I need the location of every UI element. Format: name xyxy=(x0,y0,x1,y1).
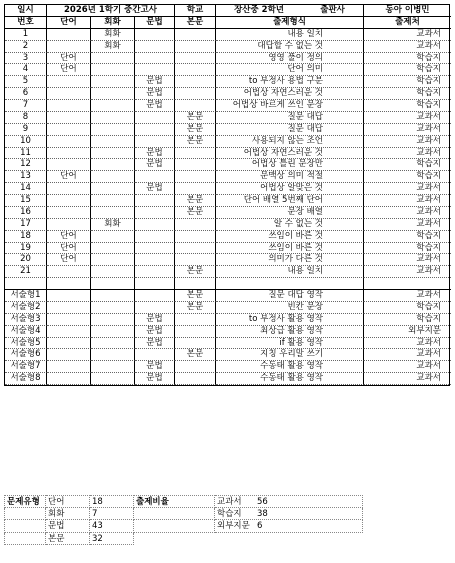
word-cell xyxy=(47,183,91,195)
text-cell xyxy=(175,88,216,100)
row-number: 13 xyxy=(5,171,47,183)
spacer-cell xyxy=(216,278,364,290)
row-number: 17 xyxy=(5,219,47,231)
dialogue-cell xyxy=(91,183,135,195)
source-cell: 학습지 xyxy=(364,64,451,76)
grammar-cell xyxy=(135,53,175,65)
type-cell: 최상급 활용 영작 xyxy=(216,326,364,338)
text-cell xyxy=(175,159,216,171)
text-cell xyxy=(175,361,216,373)
type-cell: if 활용 영작 xyxy=(216,338,364,350)
word-cell xyxy=(47,266,91,278)
source-cell: 학습지 xyxy=(364,100,451,112)
source-cell: 교과서 xyxy=(364,349,451,361)
word-cell xyxy=(47,76,91,88)
type-name: 단어 xyxy=(46,495,90,508)
text-cell xyxy=(175,373,216,385)
dialogue-cell xyxy=(91,148,135,160)
text-cell xyxy=(175,29,216,41)
word-cell: 단어 xyxy=(47,254,91,266)
source-cell: 교과서 xyxy=(364,136,451,148)
text-cell xyxy=(175,41,216,53)
type-count: 43 xyxy=(90,520,134,533)
dialogue-cell xyxy=(91,159,135,171)
grammar-cell: 문법 xyxy=(135,76,175,88)
grammar-cell: 문법 xyxy=(135,100,175,112)
grammar-cell xyxy=(135,290,175,302)
row-number: 10 xyxy=(5,136,47,148)
text-cell xyxy=(175,243,216,255)
text-cell xyxy=(175,100,216,112)
word-cell xyxy=(47,314,91,326)
source-cell: 학습지 xyxy=(364,53,451,65)
type-cell: 쓰임이 바른 것 xyxy=(216,231,364,243)
school-grade: 장산중 2학년 xyxy=(234,5,285,15)
row-number: 6 xyxy=(5,88,47,100)
type-count: 32 xyxy=(90,533,134,546)
text-cell xyxy=(175,219,216,231)
text-cell: 본문 xyxy=(175,195,216,207)
type-cell: 단어 의미 xyxy=(216,64,364,76)
grammar-cell: 문법 xyxy=(135,148,175,160)
dialogue-cell xyxy=(91,124,135,136)
source-cell xyxy=(215,508,363,521)
grammar-cell: 문법 xyxy=(135,326,175,338)
exam-analysis-table xyxy=(4,4,450,386)
dialogue-cell xyxy=(91,136,135,148)
spacer-cell xyxy=(364,278,451,290)
source-cell: 학습지 xyxy=(364,88,451,100)
spacer-cell xyxy=(5,278,47,290)
row-number: 서술형3 xyxy=(5,314,47,326)
grammar-cell xyxy=(135,219,175,231)
source-count: 38 xyxy=(257,508,268,519)
row-number: 2 xyxy=(5,41,47,53)
source-cell: 교과서 xyxy=(364,254,451,266)
dialogue-cell xyxy=(91,195,135,207)
dialogue-cell xyxy=(91,373,135,385)
word-cell xyxy=(47,195,91,207)
word-cell xyxy=(47,290,91,302)
source-cell: 학습지 xyxy=(364,159,451,171)
source-cell: 학습지 xyxy=(364,302,451,314)
source-count: 56 xyxy=(257,497,268,507)
grammar-cell xyxy=(135,254,175,266)
dialogue-cell xyxy=(91,112,135,124)
type-cell: 어법상 바르게 쓰인 문장 xyxy=(216,100,364,112)
dialogue-cell xyxy=(91,207,135,219)
word-cell xyxy=(47,326,91,338)
school-label: 학교 xyxy=(175,5,216,17)
text-cell xyxy=(175,64,216,76)
source-name: 외부지문 xyxy=(217,521,250,531)
grammar-cell xyxy=(135,124,175,136)
source-name: 교과서 xyxy=(217,497,242,507)
row-number: 19 xyxy=(5,243,47,255)
type-cell: 질문 대답 xyxy=(216,124,364,136)
type-cell: 질문 대답 xyxy=(216,112,364,124)
col-source: 출제처 xyxy=(364,17,451,29)
row-number: 1 xyxy=(5,29,47,41)
row-number: 7 xyxy=(5,100,47,112)
word-cell: 단어 xyxy=(47,231,91,243)
source-cell: 학습지 xyxy=(364,314,451,326)
type-cell: 어법상 알맞은 것 xyxy=(216,183,364,195)
dialogue-cell xyxy=(91,100,135,112)
dialogue-cell xyxy=(91,64,135,76)
grammar-cell xyxy=(135,231,175,243)
grammar-cell: 문법 xyxy=(135,183,175,195)
grammar-cell xyxy=(135,112,175,124)
grammar-cell xyxy=(135,29,175,41)
type-cell: to 부정사 활용 영작 xyxy=(216,314,364,326)
type-cell: 어법상 자연스러운 것 xyxy=(216,88,364,100)
col-grammar: 문법 xyxy=(135,17,175,29)
grammar-cell xyxy=(135,171,175,183)
text-cell: 본문 xyxy=(175,302,216,314)
text-cell: 본문 xyxy=(175,124,216,136)
row-number: 11 xyxy=(5,148,47,160)
grammar-cell: 문법 xyxy=(135,159,175,171)
type-name: 본문 xyxy=(46,533,90,546)
text-cell xyxy=(175,338,216,350)
text-cell: 본문 xyxy=(175,112,216,124)
type-cell: 영영 풀이 정의 xyxy=(216,53,364,65)
source-cell: 외부지문 xyxy=(364,326,451,338)
word-cell: 단어 xyxy=(47,243,91,255)
source-cell: 학습지 xyxy=(364,243,451,255)
word-cell xyxy=(47,100,91,112)
ratio-label: 출제비율 xyxy=(134,495,215,508)
col-dialogue: 회화 xyxy=(91,17,135,29)
row-number: 21 xyxy=(5,266,47,278)
source-count: 6 xyxy=(257,521,263,531)
dialogue-cell xyxy=(91,76,135,88)
row-number: 4 xyxy=(5,64,47,76)
spacer-cell xyxy=(175,278,216,290)
word-cell xyxy=(47,112,91,124)
text-cell: 본문 xyxy=(175,349,216,361)
source-cell: 교과서 xyxy=(364,183,451,195)
type-label: 문제유형 xyxy=(4,495,46,508)
col-type: 출제형식 xyxy=(216,17,364,29)
source-cell: 교과서 xyxy=(364,338,451,350)
source-cell: 교과서 xyxy=(364,195,451,207)
dialogue-cell: 회화 xyxy=(91,41,135,53)
row-number: 12 xyxy=(5,159,47,171)
source-cell: 교과서 xyxy=(364,266,451,278)
source-cell: 교과서 xyxy=(364,207,451,219)
text-cell: 본문 xyxy=(175,136,216,148)
grammar-cell xyxy=(135,64,175,76)
type-cell: 대답할 수 없는 것 xyxy=(216,41,364,53)
summary-table xyxy=(4,495,450,545)
word-cell xyxy=(47,124,91,136)
text-cell xyxy=(175,183,216,195)
type-count: 18 xyxy=(90,495,134,508)
row-number: 16 xyxy=(5,207,47,219)
word-cell xyxy=(47,338,91,350)
dialogue-cell xyxy=(91,290,135,302)
spacer-cell xyxy=(135,278,175,290)
row-number: 9 xyxy=(5,124,47,136)
grammar-cell: 문법 xyxy=(135,373,175,385)
row-number: 15 xyxy=(5,195,47,207)
type-cell: 단어 배열 5번째 단어 xyxy=(216,195,364,207)
dialogue-cell xyxy=(91,171,135,183)
word-cell: 단어 xyxy=(47,64,91,76)
word-cell xyxy=(47,349,91,361)
text-cell xyxy=(175,76,216,88)
text-cell: 본문 xyxy=(175,290,216,302)
grammar-cell: 문법 xyxy=(135,88,175,100)
type-cell: 사용되지 않는 조언 xyxy=(216,136,364,148)
grammar-cell: 문법 xyxy=(135,338,175,350)
type-cell: 빈칸 문장 xyxy=(216,302,364,314)
word-cell: 단어 xyxy=(47,53,91,65)
word-cell xyxy=(47,207,91,219)
text-cell xyxy=(175,231,216,243)
dialogue-cell xyxy=(91,314,135,326)
word-cell xyxy=(47,302,91,314)
word-cell xyxy=(47,159,91,171)
word-cell xyxy=(47,219,91,231)
source-cell: 교과서 xyxy=(364,41,451,53)
text-cell: 본문 xyxy=(175,266,216,278)
row-number: 20 xyxy=(5,254,47,266)
source-cell: 교과서 xyxy=(364,124,451,136)
date-label: 일시 xyxy=(5,5,47,17)
word-cell xyxy=(47,148,91,160)
grammar-cell xyxy=(135,195,175,207)
row-number: 서술형2 xyxy=(5,302,47,314)
word-cell xyxy=(47,29,91,41)
type-cell: 수동태 활용 영작 xyxy=(216,373,364,385)
word-cell: 단어 xyxy=(47,171,91,183)
row-number: 5 xyxy=(5,76,47,88)
word-cell xyxy=(47,41,91,53)
row-number: 서술형4 xyxy=(5,326,47,338)
grammar-cell xyxy=(135,41,175,53)
type-cell: 어법상 자연스러운 것 xyxy=(216,148,364,160)
grammar-cell xyxy=(135,207,175,219)
grammar-cell xyxy=(135,302,175,314)
type-cell: 알 수 없는 것 xyxy=(216,219,364,231)
type-cell: 쓰임이 바른 것 xyxy=(216,243,364,255)
dialogue-cell xyxy=(91,326,135,338)
publisher-name: 동아 이병민 xyxy=(364,5,451,17)
word-cell xyxy=(47,88,91,100)
text-cell xyxy=(175,314,216,326)
dialogue-cell xyxy=(91,349,135,361)
row-number: 서술형1 xyxy=(5,290,47,302)
type-cell: to 부정사 용법 구분 xyxy=(216,76,364,88)
spacer-cell xyxy=(91,278,135,290)
grammar-cell xyxy=(135,349,175,361)
type-cell: 내용 일치 xyxy=(216,266,364,278)
dialogue-cell xyxy=(91,88,135,100)
dialogue-cell: 회화 xyxy=(91,219,135,231)
grammar-cell xyxy=(135,243,175,255)
type-count: 7 xyxy=(90,508,134,521)
exam-title: 2026년 1학기 중간고사 xyxy=(47,5,175,17)
grammar-cell: 문법 xyxy=(135,314,175,326)
word-cell xyxy=(47,361,91,373)
type-cell: 어법상 틀린 문장만 xyxy=(216,159,364,171)
row-number: 서술형7 xyxy=(5,361,47,373)
row-number: 14 xyxy=(5,183,47,195)
grammar-cell xyxy=(135,266,175,278)
type-cell: 내용 일치 xyxy=(216,29,364,41)
dialogue-cell xyxy=(91,302,135,314)
type-cell: 문맥상 의미 적절 xyxy=(216,171,364,183)
source-cell: 교과서 xyxy=(364,219,451,231)
source-cell: 학습지 xyxy=(364,171,451,183)
source-cell: 교과서 xyxy=(364,112,451,124)
text-cell xyxy=(175,254,216,266)
text-cell xyxy=(175,326,216,338)
spacer-cell xyxy=(47,278,91,290)
row-number: 서술형5 xyxy=(5,338,47,350)
col-text: 본문 xyxy=(175,17,216,29)
source-cell: 교과서 xyxy=(364,373,451,385)
row-number: 서술형6 xyxy=(5,349,47,361)
source-name: 학습지 xyxy=(217,508,242,519)
grammar-cell xyxy=(135,136,175,148)
word-cell xyxy=(47,136,91,148)
type-cell: 지칭 우리말 쓰기 xyxy=(216,349,364,361)
text-cell xyxy=(175,148,216,160)
publisher-label: 출판사 xyxy=(320,5,345,15)
dialogue-cell xyxy=(91,243,135,255)
col-number: 번호 xyxy=(5,17,47,29)
dialogue-cell xyxy=(91,53,135,65)
dialogue-cell: 회화 xyxy=(91,29,135,41)
row-number: 18 xyxy=(5,231,47,243)
dialogue-cell xyxy=(91,338,135,350)
source-cell: 학습지 xyxy=(364,76,451,88)
dialogue-cell xyxy=(91,254,135,266)
dialogue-cell xyxy=(91,266,135,278)
type-cell: 질문 대답 영작 xyxy=(216,290,364,302)
source-cell: 교과서 xyxy=(364,361,451,373)
source-cell: 교과서 xyxy=(364,148,451,160)
source-cell: 학습지 xyxy=(364,231,451,243)
grammar-cell: 문법 xyxy=(135,361,175,373)
type-name: 회화 xyxy=(46,508,90,521)
row-number: 3 xyxy=(5,53,47,65)
type-cell: 수동태 활용 영작 xyxy=(216,361,364,373)
word-cell xyxy=(47,373,91,385)
source-cell: 교과서 xyxy=(364,29,451,41)
text-cell xyxy=(175,171,216,183)
dialogue-cell xyxy=(91,361,135,373)
type-cell-empty xyxy=(4,508,46,521)
type-name: 문법 xyxy=(46,520,90,533)
source-cell xyxy=(215,495,363,508)
source-cell: 교과서 xyxy=(364,290,451,302)
type-cell: 문장 배열 xyxy=(216,207,364,219)
text-cell xyxy=(175,53,216,65)
text-cell: 본문 xyxy=(175,207,216,219)
row-number: 8 xyxy=(5,112,47,124)
type-cell: 의미가 다른 것 xyxy=(216,254,364,266)
row-number: 서술형8 xyxy=(5,373,47,385)
col-word: 단어 xyxy=(47,17,91,29)
source-cell xyxy=(215,520,363,533)
school-publisher-cell xyxy=(216,5,364,17)
dialogue-cell xyxy=(91,231,135,243)
